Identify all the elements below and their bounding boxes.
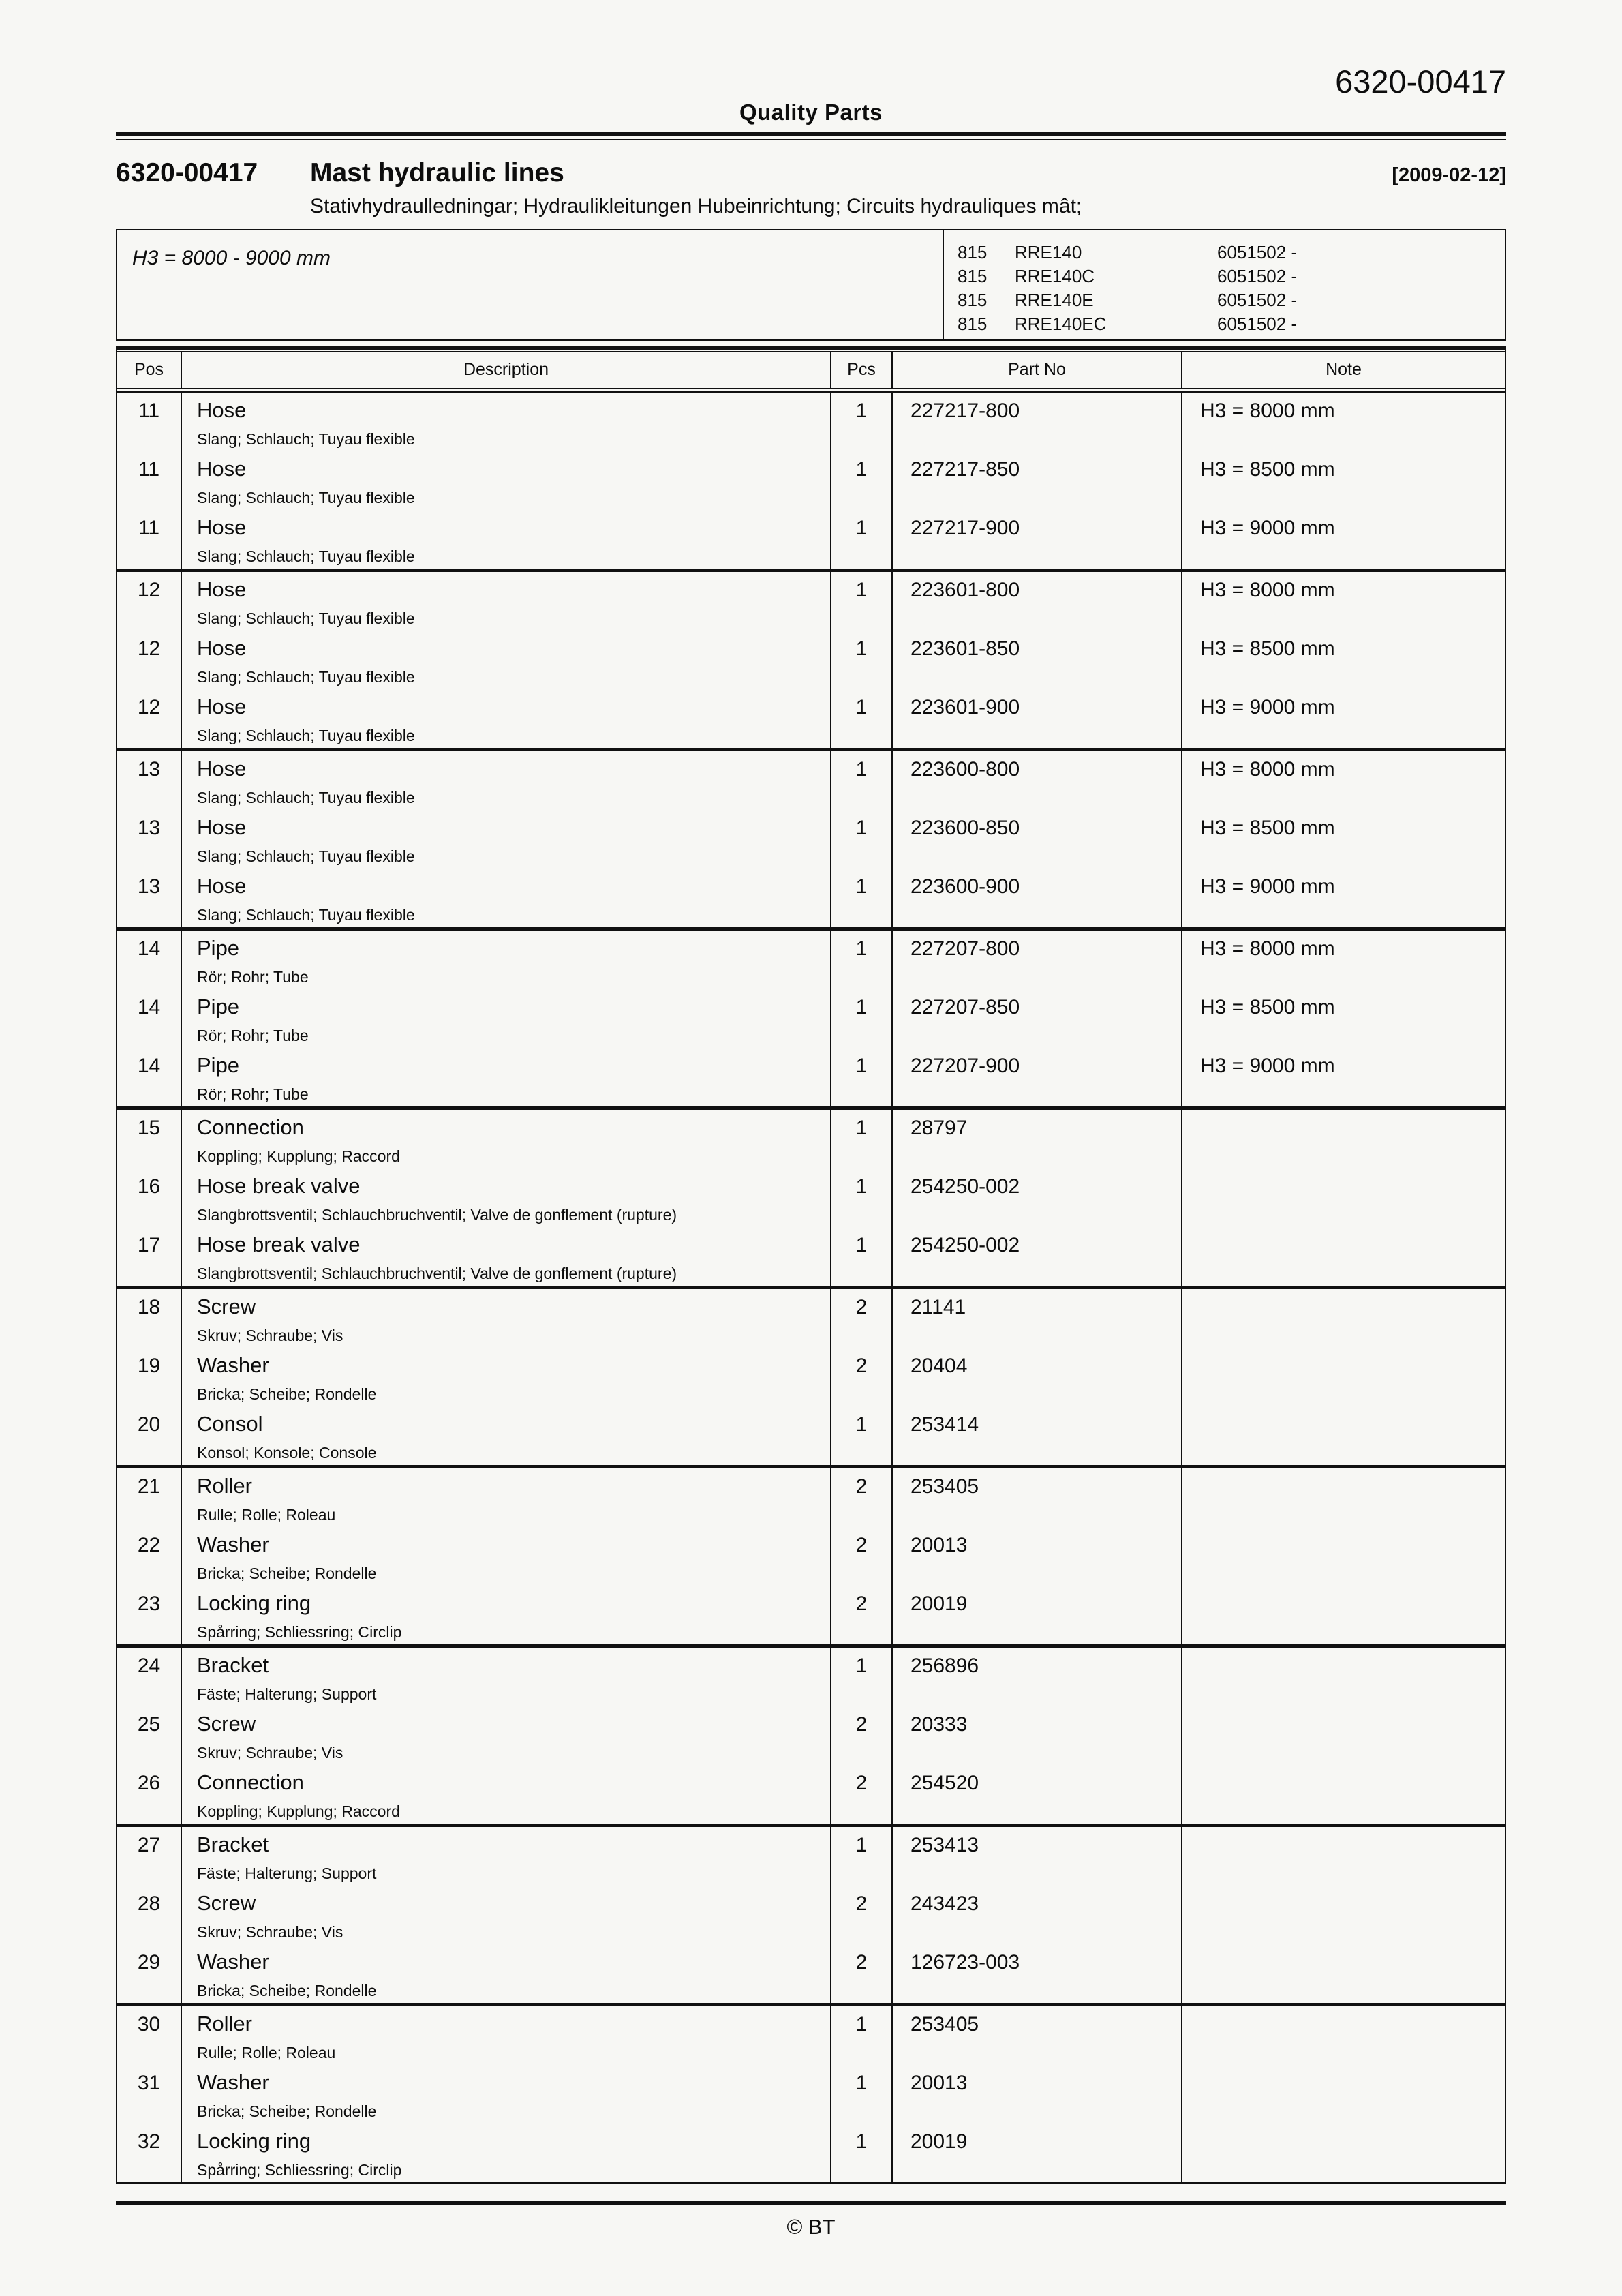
part-no-cell: 20404 <box>893 1348 1182 1406</box>
parts-table <box>116 346 1506 2184</box>
model-row <box>944 312 1505 336</box>
note-cell: H3 = 9000 mm <box>1200 1055 1335 1077</box>
part-description: Hose <box>197 577 247 601</box>
pcs-cell: 2 <box>831 1706 893 1765</box>
page-header <box>116 0 1506 132</box>
part-description-translations: Bricka; Scheibe; Rondelle <box>197 1565 377 1582</box>
header-divider <box>116 132 1506 140</box>
part-description: Pipe <box>197 995 240 1018</box>
parts-group <box>117 1106 1505 1286</box>
parts-group <box>117 2003 1505 2182</box>
part-description: Consol <box>197 1412 263 1436</box>
pcs-cell: 2 <box>831 1468 893 1527</box>
pcs-cell: 1 <box>831 689 893 748</box>
description-cell <box>182 393 831 451</box>
part-description-translations: Slang; Schlauch; Tuyau flexible <box>197 906 415 924</box>
part-description: Screw <box>197 1295 256 1318</box>
part-description-translations: Koppling; Kupplung; Raccord <box>197 1147 400 1165</box>
part-description-translations: Rör; Rohr; Tube <box>197 1027 309 1044</box>
pos-cell: 17 <box>117 1227 182 1286</box>
pcs-cell: 1 <box>831 1110 893 1168</box>
note-cell: H3 = 9000 mm <box>1200 517 1335 539</box>
description-cell <box>182 2065 831 2124</box>
model-code: 815 <box>958 242 988 262</box>
note-cell <box>1182 1827 1505 1886</box>
parts-group <box>117 393 1505 569</box>
description-cell <box>182 1886 831 1944</box>
pcs-cell: 2 <box>831 1765 893 1824</box>
pos-cell: 12 <box>117 689 182 748</box>
part-description-translations: Bricka; Scheibe; Rondelle <box>197 2102 377 2120</box>
table-row <box>117 631 1505 689</box>
description-cell <box>182 2124 831 2182</box>
model-serial: 6051502 - <box>1217 290 1298 310</box>
note-cell: H3 = 8500 mm <box>1200 458 1335 481</box>
table-row <box>117 1406 1505 1465</box>
part-description-translations: Slang; Schlauch; Tuyau flexible <box>197 430 415 448</box>
note-cell <box>1182 1406 1505 1465</box>
table-row <box>117 1110 1505 1168</box>
pos-cell: 13 <box>117 810 182 868</box>
document-number-header: 6320-00417 <box>1335 63 1506 100</box>
parts-group <box>117 1465 1505 1644</box>
note-cell <box>1182 2124 1505 2182</box>
pcs-cell: 1 <box>831 1648 893 1706</box>
pcs-cell: 1 <box>831 451 893 510</box>
table-row <box>117 1827 1505 1886</box>
part-description-translations: Fäste; Halterung; Support <box>197 1864 377 1882</box>
description-cell <box>182 751 831 810</box>
part-description: Washer <box>197 1950 269 1974</box>
part-description: Connection <box>197 1115 304 1139</box>
description-cell <box>182 1944 831 2003</box>
description-cell <box>182 931 831 989</box>
part-no-cell: 256896 <box>893 1648 1182 1706</box>
description-cell <box>182 1706 831 1765</box>
model-name: RRE140EC <box>1015 314 1107 334</box>
pcs-cell: 2 <box>831 1944 893 2003</box>
pcs-cell: 2 <box>831 1348 893 1406</box>
description-cell <box>182 868 831 927</box>
note-cell: H3 = 9000 mm <box>1200 875 1335 898</box>
table-row <box>117 1348 1505 1406</box>
note-cell: H3 = 8000 mm <box>1200 937 1335 960</box>
note-cell: H3 = 8000 mm <box>1200 579 1335 601</box>
part-description-translations: Slangbrottsventil; Schlauchbruchventil; Valve de gonflement (rupture) <box>197 1265 677 1282</box>
pos-cell: 22 <box>117 1527 182 1586</box>
pos-cell: 12 <box>117 572 182 631</box>
copyright: © BT <box>786 2215 836 2239</box>
note-cell: H3 = 8000 mm <box>1200 758 1335 781</box>
description-cell <box>182 1468 831 1527</box>
info-box <box>116 229 1506 341</box>
note-cell: H3 = 8500 mm <box>1200 637 1335 660</box>
part-no-cell: 227207-850 <box>893 989 1182 1048</box>
pos-cell: 29 <box>117 1944 182 2003</box>
pcs-cell: 1 <box>831 989 893 1048</box>
description-cell <box>182 1110 831 1168</box>
col-header-pos: Pos <box>117 352 182 388</box>
part-no-cell: 20019 <box>893 1586 1182 1644</box>
parts-group <box>117 1644 1505 1824</box>
pos-cell: 11 <box>117 393 182 451</box>
table-row <box>117 1527 1505 1586</box>
note-cell <box>1182 1648 1505 1706</box>
part-description-translations: Rulle; Rolle; Roleau <box>197 2044 336 2061</box>
part-description-translations: Slang; Schlauch; Tuyau flexible <box>197 789 415 806</box>
description-cell <box>182 1527 831 1586</box>
description-cell <box>182 1289 831 1348</box>
pos-cell: 28 <box>117 1886 182 1944</box>
part-description: Washer <box>197 2070 269 2094</box>
part-no-cell: 20013 <box>893 1527 1182 1586</box>
pos-cell: 14 <box>117 931 182 989</box>
part-description-translations: Konsol; Konsole; Console <box>197 1444 377 1462</box>
parts-group <box>117 569 1505 748</box>
part-no-cell: 223600-800 <box>893 751 1182 810</box>
part-no-cell: 223600-900 <box>893 868 1182 927</box>
pos-cell: 12 <box>117 631 182 689</box>
pcs-cell: 1 <box>831 810 893 868</box>
part-no-cell: 227207-800 <box>893 931 1182 989</box>
pos-cell: 27 <box>117 1827 182 1886</box>
part-description: Hose <box>197 515 247 539</box>
part-no-cell: 21141 <box>893 1289 1182 1348</box>
part-no-cell: 223601-900 <box>893 689 1182 748</box>
table-row <box>117 2006 1505 2065</box>
description-cell <box>182 510 831 569</box>
table-header-row <box>117 352 1505 393</box>
part-no-cell: 223601-800 <box>893 572 1182 631</box>
part-description-translations: Slang; Schlauch; Tuyau flexible <box>197 489 415 507</box>
model-row <box>944 265 1505 288</box>
pos-cell: 19 <box>117 1348 182 1406</box>
col-header-note: Note <box>1326 360 1362 379</box>
pos-cell: 20 <box>117 1406 182 1465</box>
pcs-cell: 2 <box>831 1289 893 1348</box>
parts-group <box>117 927 1505 1106</box>
description-cell <box>182 810 831 868</box>
description-cell <box>182 2006 831 2065</box>
pos-cell: 13 <box>117 868 182 927</box>
table-row <box>117 810 1505 868</box>
pcs-cell: 2 <box>831 1886 893 1944</box>
footer-divider <box>116 2201 1506 2205</box>
part-no-cell: 28797 <box>893 1110 1182 1168</box>
description-cell <box>182 989 831 1048</box>
table-row <box>117 1227 1505 1286</box>
table-row <box>117 451 1505 510</box>
note-cell <box>1182 1289 1505 1348</box>
description-cell <box>182 631 831 689</box>
part-description-translations: Skruv; Schraube; Vis <box>197 1327 343 1344</box>
model-row <box>944 288 1505 312</box>
note-cell <box>1182 1886 1505 1944</box>
table-row <box>117 1468 1505 1527</box>
parts-group <box>117 1286 1505 1465</box>
part-description-translations: Bricka; Scheibe; Rondelle <box>197 1982 377 1999</box>
note-cell <box>1182 2006 1505 2065</box>
part-description-translations: Slangbrottsventil; Schlauchbruchventil; Valve de gonflement (rupture) <box>197 1206 677 1224</box>
note-cell <box>1182 2065 1505 2124</box>
part-description-translations: Koppling; Kupplung; Raccord <box>197 1802 400 1820</box>
pcs-cell: 1 <box>831 1168 893 1227</box>
table-row <box>117 1586 1505 1644</box>
model-name: RRE140C <box>1015 266 1095 286</box>
table-row <box>117 1944 1505 2003</box>
part-description: Screw <box>197 1712 256 1736</box>
table-row <box>117 931 1505 989</box>
revision-date: [2009-02-12] <box>1392 164 1506 186</box>
note-cell: H3 = 8000 mm <box>1200 399 1335 422</box>
title-row <box>116 158 1506 188</box>
part-no-cell: 253413 <box>893 1827 1182 1886</box>
note-cell <box>1182 1944 1505 2003</box>
note-cell: H3 = 8500 mm <box>1200 817 1335 839</box>
model-list <box>944 230 1505 339</box>
part-description: Pipe <box>197 1053 240 1077</box>
pcs-cell: 2 <box>831 1527 893 1586</box>
part-description-translations: Slang; Schlauch; Tuyau flexible <box>197 609 415 627</box>
description-cell <box>182 689 831 748</box>
part-description: Hose <box>197 398 247 422</box>
model-code: 815 <box>958 314 988 334</box>
part-description-translations: Rör; Rohr; Tube <box>197 1085 309 1103</box>
table-row <box>117 1648 1505 1706</box>
part-no-cell: 253405 <box>893 2006 1182 2065</box>
note-cell <box>1182 1468 1505 1527</box>
pos-cell: 15 <box>117 1110 182 1168</box>
pos-cell: 30 <box>117 2006 182 2065</box>
model-serial: 6051502 - <box>1217 242 1298 262</box>
model-name: RRE140E <box>1015 290 1094 310</box>
description-cell <box>182 1227 831 1286</box>
note-cell <box>1182 1227 1505 1286</box>
description-cell <box>182 1168 831 1227</box>
part-description: Hose <box>197 815 247 839</box>
note-cell <box>1182 1706 1505 1765</box>
pos-cell: 16 <box>117 1168 182 1227</box>
part-description: Hose <box>197 457 247 481</box>
part-description: Hose break valve <box>197 1233 361 1256</box>
part-description-translations: Slang; Schlauch; Tuyau flexible <box>197 847 415 865</box>
part-description-translations: Skruv; Schraube; Vis <box>197 1923 343 1941</box>
pos-cell: 11 <box>117 451 182 510</box>
table-row <box>117 510 1505 569</box>
pos-cell: 14 <box>117 1048 182 1106</box>
table-row <box>117 1048 1505 1106</box>
part-no-cell: 126723-003 <box>893 1944 1182 2003</box>
model-serial: 6051502 - <box>1217 314 1298 334</box>
model-row <box>944 241 1505 265</box>
table-row <box>117 751 1505 810</box>
table-row <box>117 1168 1505 1227</box>
note-cell <box>1182 1110 1505 1168</box>
table-row <box>117 1706 1505 1765</box>
description-cell <box>182 572 831 631</box>
col-header-part-no: Part No <box>893 352 1182 388</box>
page-subtitle: Stativhydraulledningar; Hydraulikleitungen Hubeinrichtung; Circuits hydrauliques mât; <box>310 195 1082 217</box>
part-description-translations: Fäste; Halterung; Support <box>197 1685 377 1703</box>
table-row <box>117 572 1505 631</box>
pos-cell: 18 <box>117 1289 182 1348</box>
part-description-translations: Rör; Rohr; Tube <box>197 968 309 986</box>
part-no-cell: 253405 <box>893 1468 1182 1527</box>
part-description-translations: Slang; Schlauch; Tuyau flexible <box>197 727 415 744</box>
part-description-translations: Bricka; Scheibe; Rondelle <box>197 1385 377 1403</box>
pos-cell: 25 <box>117 1706 182 1765</box>
pcs-cell: 1 <box>831 1827 893 1886</box>
table-row <box>117 1765 1505 1824</box>
part-no-cell: 254250-002 <box>893 1227 1182 1286</box>
part-no-cell: 254520 <box>893 1765 1182 1824</box>
part-no-cell: 223600-850 <box>893 810 1182 868</box>
note-cell: H3 = 9000 mm <box>1200 696 1335 719</box>
description-cell <box>182 1348 831 1406</box>
part-description: Roller <box>197 1474 252 1498</box>
pos-cell: 13 <box>117 751 182 810</box>
part-no-cell: 227207-900 <box>893 1048 1182 1106</box>
part-description: Bracket <box>197 1832 269 1856</box>
pcs-cell: 1 <box>831 868 893 927</box>
part-description-translations: Spårring; Schliessring; Circlip <box>197 1623 402 1641</box>
part-description: Hose break valve <box>197 1174 361 1198</box>
pcs-cell: 1 <box>831 2065 893 2124</box>
table-row <box>117 2124 1505 2182</box>
part-description-translations: Slang; Schlauch; Tuyau flexible <box>197 547 415 565</box>
part-description-translations: Slang; Schlauch; Tuyau flexible <box>197 668 415 686</box>
part-description: Hose <box>197 874 247 898</box>
note-cell <box>1182 1586 1505 1644</box>
pcs-cell: 1 <box>831 631 893 689</box>
pos-cell: 24 <box>117 1648 182 1706</box>
model-code: 815 <box>958 290 988 310</box>
table-body <box>117 393 1505 2182</box>
pcs-cell: 1 <box>831 1048 893 1106</box>
pos-cell: 21 <box>117 1468 182 1527</box>
model-name: RRE140 <box>1015 242 1082 262</box>
part-description: Hose <box>197 636 247 660</box>
part-no-cell: 20333 <box>893 1706 1182 1765</box>
pcs-cell: 1 <box>831 1406 893 1465</box>
part-description-translations: Rulle; Rolle; Roleau <box>197 1506 336 1524</box>
h3-range: H3 = 8000 - 9000 mm <box>117 230 944 339</box>
part-description: Pipe <box>197 936 240 960</box>
description-cell <box>182 451 831 510</box>
brand-title: Quality Parts <box>739 100 883 125</box>
part-description-translations: Spårring; Schliessring; Circlip <box>197 2161 402 2179</box>
pos-cell: 23 <box>117 1586 182 1644</box>
part-description: Connection <box>197 1770 304 1794</box>
part-description-translations: Skruv; Schraube; Vis <box>197 1744 343 1762</box>
table-row <box>117 689 1505 748</box>
part-description: Hose <box>197 695 247 719</box>
part-description: Roller <box>197 2012 252 2036</box>
description-cell <box>182 1827 831 1886</box>
part-description: Hose <box>197 757 247 781</box>
table-row <box>117 868 1505 927</box>
pcs-cell: 1 <box>831 1227 893 1286</box>
table-row <box>117 989 1505 1048</box>
note-cell: H3 = 8500 mm <box>1200 996 1335 1018</box>
part-no-cell: 227217-800 <box>893 393 1182 451</box>
note-cell <box>1182 1765 1505 1824</box>
pcs-cell: 1 <box>831 572 893 631</box>
note-cell <box>1182 1527 1505 1586</box>
pos-cell: 31 <box>117 2065 182 2124</box>
pcs-cell: 2 <box>831 1586 893 1644</box>
description-cell <box>182 1048 831 1106</box>
pcs-cell: 1 <box>831 931 893 989</box>
table-row <box>117 2065 1505 2124</box>
table-row <box>117 1886 1505 1944</box>
pos-cell: 32 <box>117 2124 182 2182</box>
col-header-description: Description <box>182 352 831 388</box>
part-description: Washer <box>197 1353 269 1377</box>
part-no-cell: 227217-850 <box>893 451 1182 510</box>
table-top-rule <box>117 346 1505 352</box>
part-description: Locking ring <box>197 1591 311 1615</box>
part-description: Bracket <box>197 1653 269 1677</box>
model-code: 815 <box>958 266 988 286</box>
part-no-cell: 227217-900 <box>893 510 1182 569</box>
part-no-cell: 20013 <box>893 2065 1182 2124</box>
pos-cell: 26 <box>117 1765 182 1824</box>
model-serial: 6051502 - <box>1217 266 1298 286</box>
part-no-cell: 253414 <box>893 1406 1182 1465</box>
page-title: Mast hydraulic lines <box>310 158 564 187</box>
pcs-cell: 1 <box>831 751 893 810</box>
col-header-pcs: Pcs <box>831 352 893 388</box>
part-no-cell: 223601-850 <box>893 631 1182 689</box>
pcs-cell: 1 <box>831 2124 893 2182</box>
pcs-cell: 1 <box>831 393 893 451</box>
pcs-cell: 1 <box>831 2006 893 2065</box>
part-description: Washer <box>197 1532 269 1556</box>
part-description: Screw <box>197 1891 256 1915</box>
part-no-cell: 20019 <box>893 2124 1182 2182</box>
part-no-cell: 243423 <box>893 1886 1182 1944</box>
description-cell <box>182 1586 831 1644</box>
pcs-cell: 1 <box>831 510 893 569</box>
pos-cell: 11 <box>117 510 182 569</box>
description-cell <box>182 1406 831 1465</box>
note-cell <box>1182 1168 1505 1227</box>
table-row <box>117 393 1505 451</box>
part-description: Locking ring <box>197 2129 311 2153</box>
note-cell <box>1182 1348 1505 1406</box>
parts-group <box>117 748 1505 927</box>
description-cell <box>182 1765 831 1824</box>
document-number: 6320-00417 <box>116 158 258 187</box>
pos-cell: 14 <box>117 989 182 1048</box>
table-row <box>117 1289 1505 1348</box>
description-cell <box>182 1648 831 1706</box>
parts-group <box>117 1824 1505 2003</box>
part-no-cell: 254250-002 <box>893 1168 1182 1227</box>
